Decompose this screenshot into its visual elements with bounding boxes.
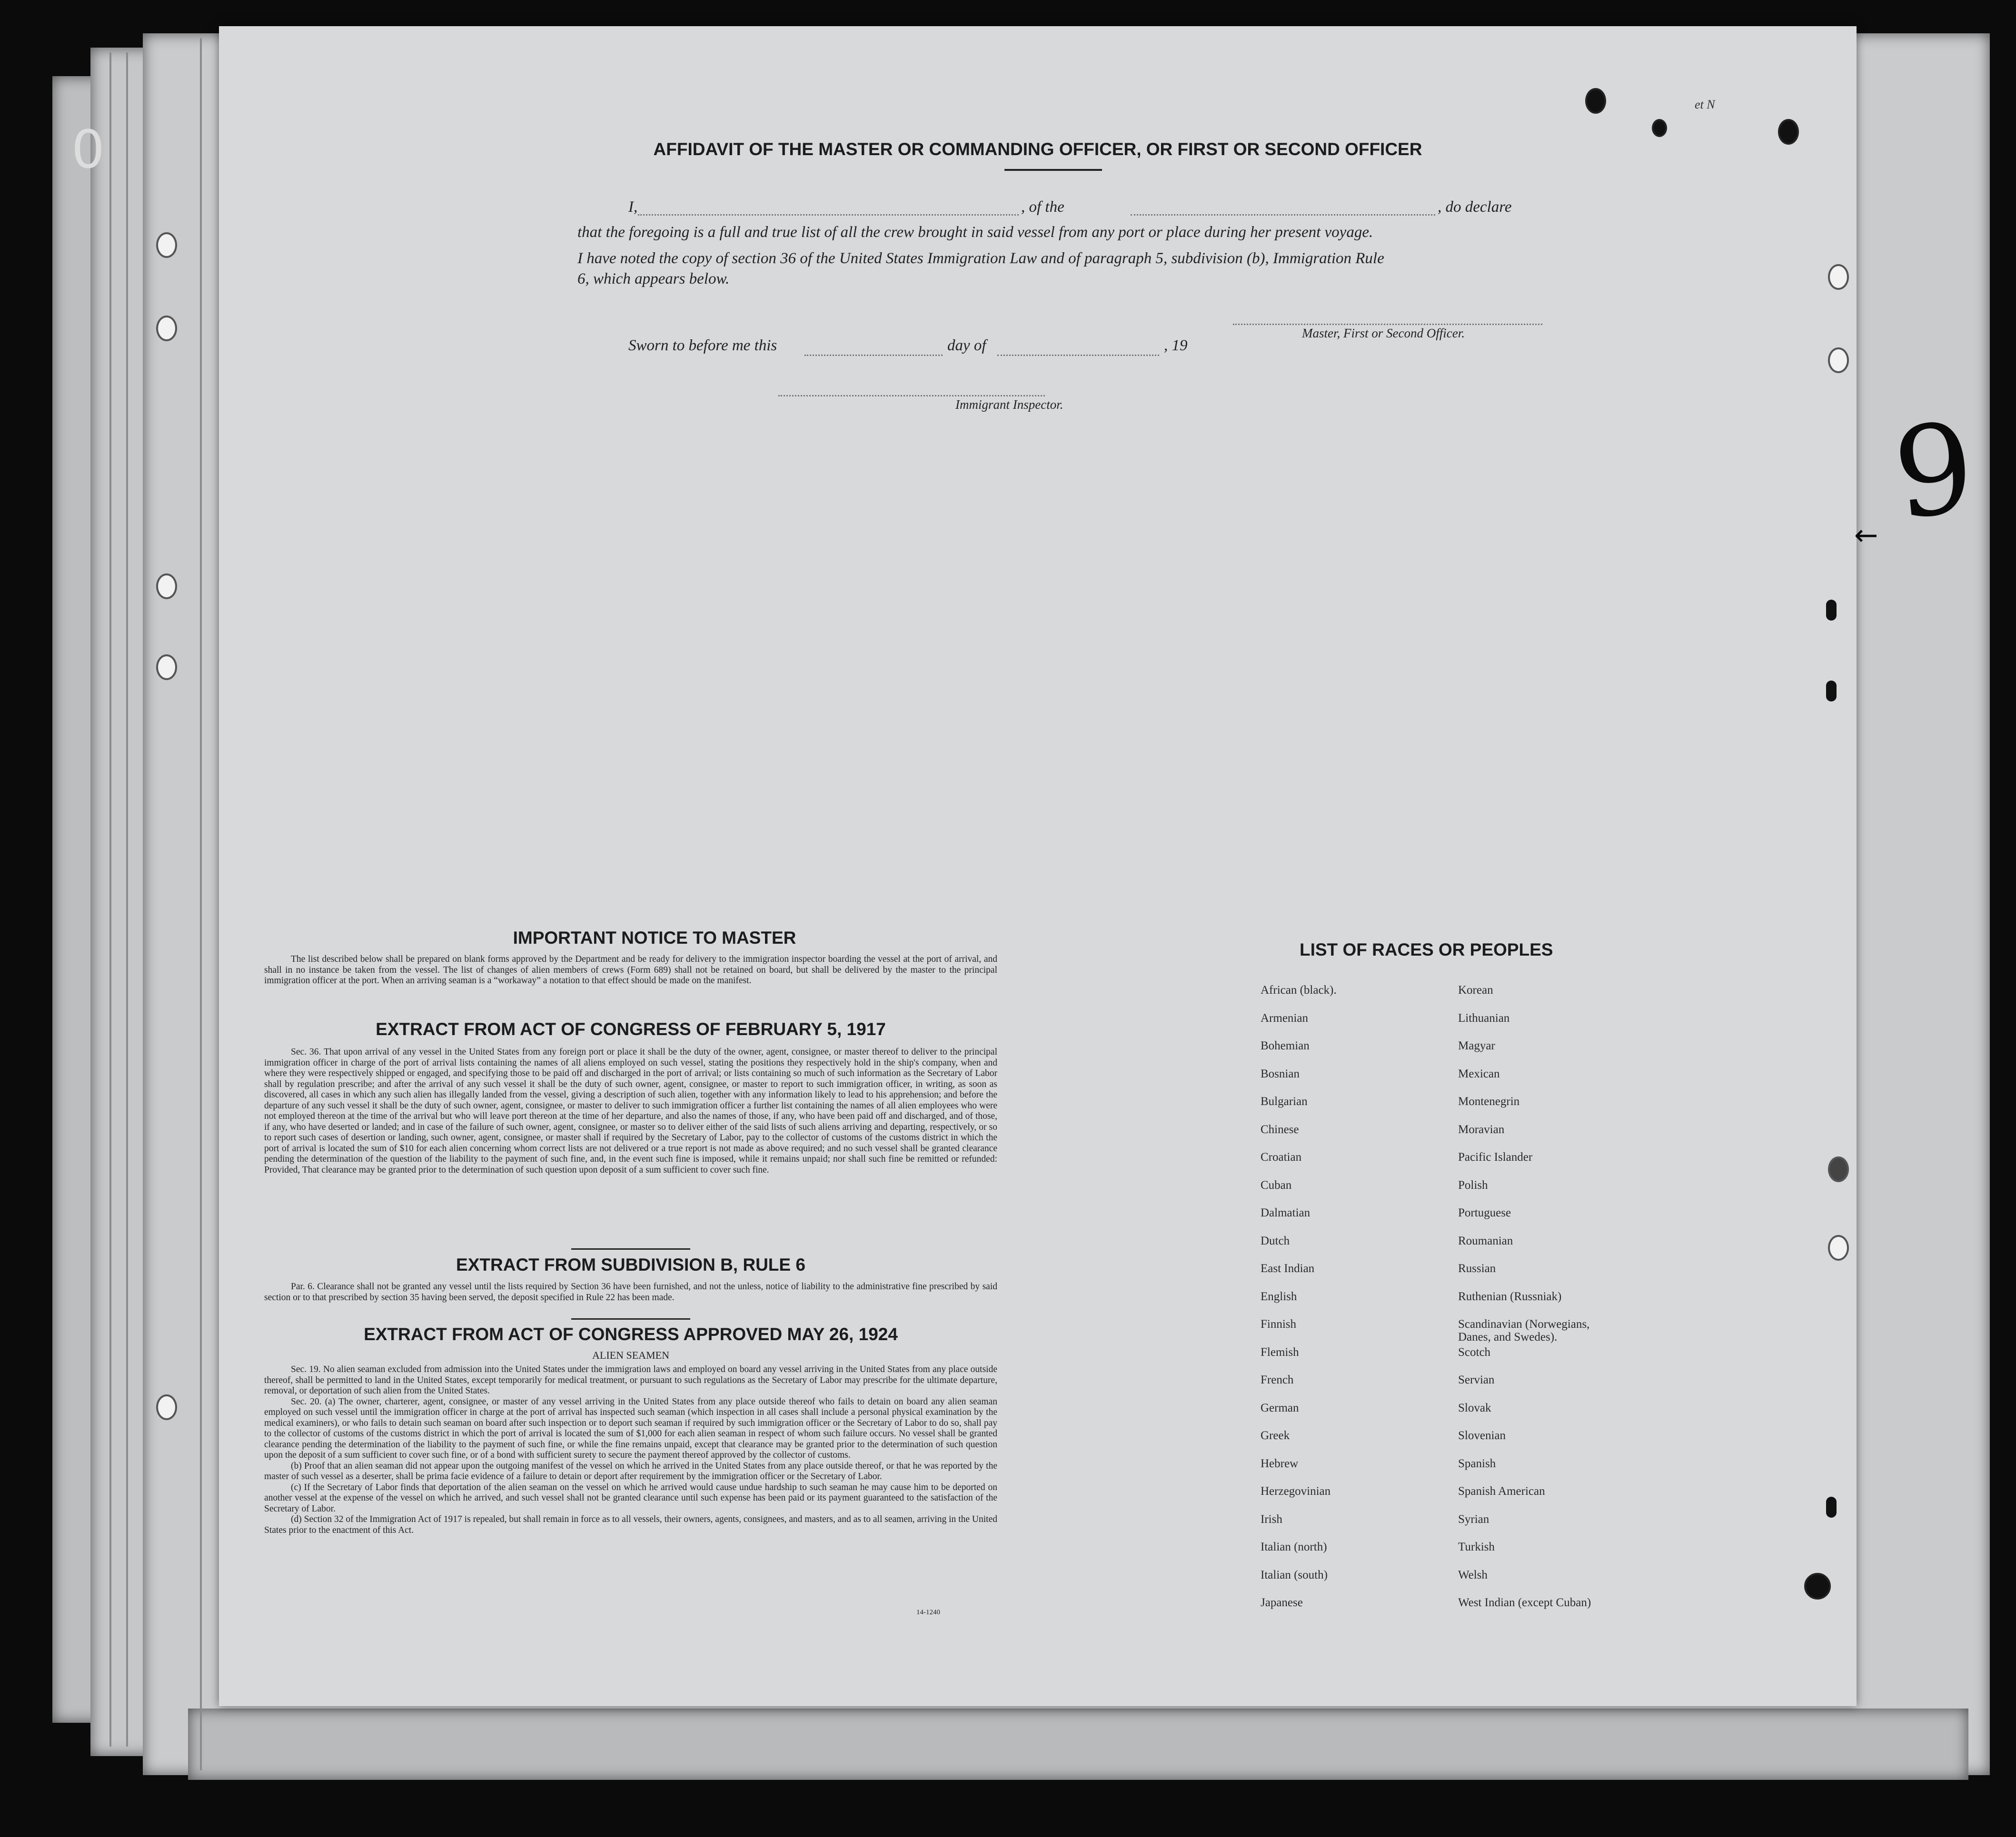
race-item: Roumanian (1458, 1234, 1513, 1247)
extract3-subtitle: ALIEN SEAMEN (592, 1349, 669, 1361)
extract2-title: EXTRACT FROM SUBDIVISION B, RULE 6 (456, 1255, 805, 1274)
race-item: Ruthenian (Russniak) (1458, 1290, 1562, 1303)
punch-hole (1804, 1573, 1831, 1600)
back-sheet-bottom-edge (188, 1709, 1968, 1780)
punch-hole (1826, 1497, 1837, 1518)
affidavit-line2: that the foregoing is a full and true list of all the crew brought in said vessel from any port or place during her present voyage. (577, 224, 1373, 241)
extract1-title: EXTRACT FROM ACT OF CONGRESS OF FEBRUARY 5, 1917 (376, 1019, 886, 1039)
signature-blank[interactable] (1233, 324, 1542, 325)
punch-hole (1828, 347, 1849, 373)
races-title: LIST OF RACES OR PEOPLES (1300, 940, 1553, 959)
punch-hole (156, 232, 177, 258)
race-item: Slovenian (1458, 1429, 1506, 1442)
race-item: Portuguese (1458, 1206, 1511, 1219)
handwritten-sheet-number: 9 (1887, 396, 1981, 547)
title-rule (1004, 169, 1102, 171)
race-item: Spanish American (1458, 1485, 1545, 1498)
race-item: Dalmatian (1261, 1206, 1311, 1219)
race-item: Chinese (1261, 1123, 1299, 1136)
races-column-1 (1261, 984, 1337, 1624)
punch-hole (1828, 1156, 1849, 1182)
races-column-2 (1458, 984, 1625, 1624)
race-item: Spanish (1458, 1457, 1496, 1470)
race-item: Cuban (1261, 1178, 1292, 1192)
race-item: Magyar (1458, 1039, 1495, 1052)
extract3-paragraph: (c) If the Secretary of Labor finds that deportation of the alien seaman on the vessel on which he arrived would cause undue hardship to such seaman he may cause him to be deported on another vessel at the expense of the vessel on which he arrived, and such vessel shall not be granted clearance until such expense has been paid or its payment guaranteed to the satisfaction of the Secretary of Labor. (264, 1482, 997, 1514)
inspector-blank[interactable] (778, 395, 1045, 396)
margin-rule (109, 52, 111, 1747)
race-item: Croatian (1261, 1151, 1302, 1164)
form-number: 14-1240 (916, 1609, 940, 1616)
document-page (219, 26, 1857, 1706)
race-item: Montenegrin (1458, 1095, 1520, 1108)
race-item: Greek (1261, 1429, 1290, 1442)
section-rule (571, 1248, 690, 1250)
left-edge-char: 0 (71, 119, 105, 180)
race-item: German (1261, 1401, 1299, 1414)
sworn-month-blank[interactable] (997, 355, 1159, 356)
race-item: Mexican (1458, 1067, 1500, 1080)
handwritten-arrow: ← (1854, 519, 1878, 552)
inspector-caption: Immigrant Inspector. (955, 397, 1063, 412)
margin-rule (200, 38, 202, 1770)
race-item: Servian (1458, 1373, 1495, 1386)
race-item: English (1261, 1290, 1297, 1303)
affidavit-line1-end: , do declare (1438, 198, 1512, 216)
punch-hole (1828, 264, 1849, 290)
race-item: Bohemian (1261, 1039, 1310, 1052)
year-prefix: , 19 (1164, 337, 1188, 354)
race-item: Polish (1458, 1178, 1488, 1192)
affidavit-line4: 6, which appears below. (577, 270, 730, 287)
race-item: West Indian (except Cuban) (1458, 1596, 1591, 1609)
race-item: Hebrew (1261, 1457, 1299, 1470)
race-item: Korean (1458, 984, 1493, 997)
race-item: Pacific Islander (1458, 1151, 1533, 1164)
race-item: Lithuanian (1458, 1011, 1510, 1025)
extract1-body: Sec. 36. That upon arrival of any vessel in the United States from any foreign port or place it shall be the duty of the owner, agent, consignee, or master thereof to deliver to the principal immigration officer in charge of the port of arrival lists containing the names of all aliens employed on such vessel, stating the positions they respectively hold in the ship's company, when and where they were respectively shipped or engaged, and specifying those to be paid off and discharged in the port of arrival; or lists containing so much of such information as the Secretary of Labor shall by regulation prescribe; and after the arrival of any such vessel it shall be the duty of such owner, agent, consignee, or master to report to such immigration officer, in writing, as soon as discovered, all cases in which any such alien has illegally landed from the vessel, giving a description of such alien, together with any information likely to lead to his apprehension; and before the departure of any such vessel it shall be the duty of such owner, agent, consignee, or master to deliver to such immigration officer a further list containing the names of all alien employees who were not employed thereon at the time of the arrival but who will leave port thereon at the time of her departure, and also the names of those, if any, who have been paid off and discharged, and of those, if any, who have deserted or landed; and in case of the failure of such owner, agent, consignee, or master so to deliver either of the said lists of such aliens arriving and departing, respectively, or so to report such cases of desertion or landing, such owner, agent, consignee, or master shall if required by the Secretary of Labor, pay to the collector of customs of the customs district in which the port of arrival is located the sum of $10 for each alien concerning whom correct lists are not delivered or a true report is not made as above required; and no such vessel shall be granted clearance pending the determination of the question of the liability to the payment of such fine, and, in the event such fine is imposed, while it remains unpaid; nor shall such fine be remitted or refunded: Provided, That clearance may be granted prior to the determination of such question upon deposit of a sum sufficient to cover such fine. (264, 1047, 997, 1175)
affidavit-line1-start: I, (628, 198, 638, 216)
race-item: Scotch (1458, 1345, 1491, 1359)
signature-caption: Master, First or Second Officer. (1302, 326, 1465, 340)
race-item: Bosnian (1261, 1067, 1300, 1080)
race-item: Finnish (1261, 1318, 1297, 1331)
race-item: French (1261, 1373, 1294, 1386)
race-item: Dutch (1261, 1234, 1290, 1247)
extract3-title: EXTRACT FROM ACT OF CONGRESS APPROVED MAY 26, 1924 (364, 1324, 898, 1344)
race-item: Flemish (1261, 1345, 1299, 1359)
name-blank[interactable] (638, 214, 1019, 216)
race-item: Italian (north) (1261, 1541, 1327, 1553)
punch-hole (1826, 600, 1837, 621)
race-item: Japanese (1261, 1596, 1303, 1609)
notice-body: The list described below shall be prepared on blank forms approved by the Department and be ready for delivery to the immigration inspector boarding the vessel at the port of arrival, and shall in no instance be taken from the vessel. The list of changes of alien members of crews (Form 689) shall not be retained on board, but shall be delivered by the master to the principal immigration officer at the port. When an arriving seaman is a “workaway” a notation to that effect should be made on the manifest. (264, 954, 997, 986)
sworn-text: Sworn to before me this (628, 337, 777, 354)
race-item: Herzegovinian (1261, 1485, 1331, 1498)
day-of-label: day of (947, 337, 986, 354)
extract3-body (264, 1364, 997, 1536)
race-item: East Indian (1261, 1262, 1315, 1275)
punch-hole (1826, 681, 1837, 701)
extract3-paragraph: (b) Proof that an alien seaman did not appear upon the outgoing manifest of the vessel on which he arrived in the United States from any place outside thereof, or that he was reported by the master of such vessel as a deserter, shall be prima facie evidence of a failure to detain or deport after requirement by the immigration officer or the Secretary of Labor. (264, 1461, 997, 1481)
extract3-paragraph: (d) Section 32 of the Immigration Act of 1917 is repealed, but shall remain in force as to all vessels, their owners, agents, consignees, and masters, and as to all seamen, arriving in the United States prior to the enactment of this Act. (264, 1514, 997, 1535)
punch-hole (156, 1394, 177, 1420)
race-item: Slovak (1458, 1401, 1491, 1414)
margin-rule (126, 52, 128, 1747)
race-item: Moravian (1458, 1123, 1505, 1136)
affidavit-line1-of: , of the (1021, 198, 1064, 216)
race-item: Scandinavian (Norwegians, Danes, and Swedes). (1458, 1318, 1590, 1343)
extract2-body: Par. 6. Clearance shall not be granted any vessel until the lists required by Section 36 have been furnished, and not the unless, notice of liability to the administrative fine prescribed by said section or to that prescribed by section 35 having been served, the deposit specified in Rule 22 has been made. (264, 1282, 997, 1303)
race-item: Turkish (1458, 1541, 1495, 1553)
race-item: Russian (1458, 1262, 1496, 1275)
punch-hole (1585, 88, 1606, 114)
punch-hole (156, 316, 177, 341)
extract3-paragraph: Sec. 19. No alien seaman excluded from admission into the United States under the immigration laws and employed on board any vessel arriving in the United States from any place outside thereof, shall be permitted to land in the United States, except temporarily for medical treatment, or pursuant to such regulations as the Secretary of Labor may prescribe for the ultimate departure, removal, or deportation of such alien from the United States. (264, 1364, 997, 1396)
punch-hole (156, 654, 177, 680)
corner-fragment: et N (1695, 98, 1715, 111)
affidavit-line3: I have noted the copy of section 36 of the United States Immigration Law and of paragraph 5, subdivision (b), Immigration Rule (577, 250, 1384, 267)
punch-hole (156, 573, 177, 599)
race-item: Armenian (1261, 1011, 1308, 1025)
race-item: Welsh (1458, 1568, 1488, 1581)
punch-hole (1652, 119, 1667, 137)
notice-title: IMPORTANT NOTICE TO MASTER (513, 928, 796, 948)
race-item: Italian (south) (1261, 1568, 1328, 1581)
race-item: Bulgarian (1261, 1095, 1308, 1108)
race-item: African (black). (1261, 984, 1337, 997)
extract3-paragraph: Sec. 20. (a) The owner, charterer, agent, consignee, or master of any vessel arriving in the United States from any place outside thereof who fails to detain on board any alien seaman employed on such vessel until the immigration officer in charge at the port of arrival has inspected such seaman (which inspection in all cases shall include a personal physical examination by the medical examiners), or who fails to detain such seaman on board after such inspection or to deport such seaman if required by such immigration officer or the Secretary of Labor to do so, shall pay to the collector of customs of the customs district in which the port of arrival is located the sum of $1,000 for each alien seaman in respect of whom such failure occurs. No vessel shall be granted clearance pending the determination of the liability to the payment of such fine, or while the fine remains unpaid, except that clearance may be granted prior to the determination of such question upon the deposit of a sum sufficient to cover such fine, or of a bond with sufficient surety to secure the payment thereof approved by the collector of customs. (264, 1396, 997, 1460)
affidavit-title: AFFIDAVIT OF THE MASTER OR COMMANDING OFFICER, OR FIRST OR SECOND OFFICER (653, 139, 1422, 159)
punch-hole (1828, 1235, 1849, 1261)
race-item: Irish (1261, 1512, 1282, 1526)
section-rule (571, 1318, 690, 1320)
sworn-day-blank[interactable] (804, 355, 943, 356)
vessel-blank[interactable] (1131, 214, 1435, 216)
race-item: Syrian (1458, 1512, 1490, 1526)
